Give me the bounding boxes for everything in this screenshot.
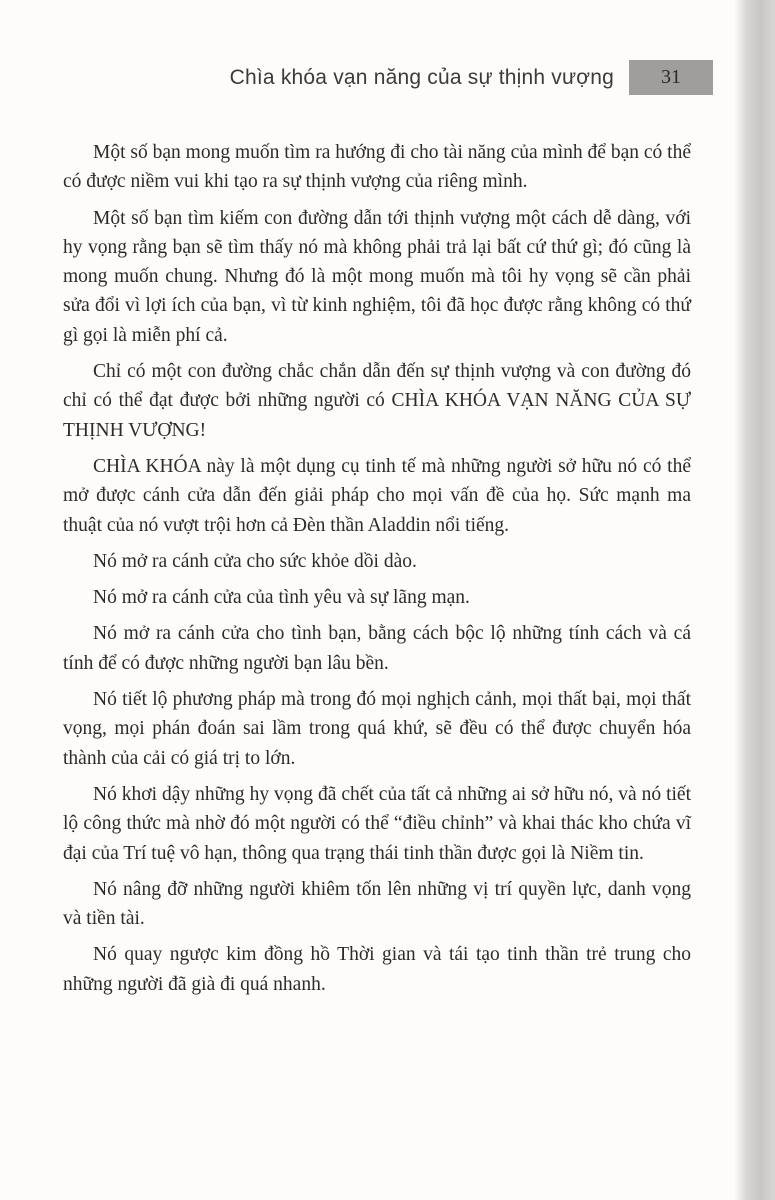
paragraph: Nó khơi dậy những hy vọng đã chết của tất cả những ai sở hữu nó, và nó tiết lộ công thức mà nhờ đó một người có thể “điều chỉnh” và khai thác kho chứa vĩ đại của Trí tuệ vô hạn, thông qua trạng thái tinh thần được gọi là Niềm tin. (63, 783, 691, 864)
paragraph: Nó mở ra cánh cửa cho tình bạn, bằng cách bộc lộ những tính cách và cá tính để có được những người bạn lâu bền. (63, 623, 691, 674)
page-number: 31 (629, 60, 713, 95)
paragraph: Nó mở ra cánh cửa cho sức khỏe dồi dào. (93, 550, 417, 572)
paragraph: Một số bạn mong muốn tìm ra hướng đi cho tài năng của mình để bạn có thể có được niềm vui khi tạo ra sự thịnh vượng của riêng mình. (63, 142, 691, 193)
page-edge-shadow (735, 0, 775, 1200)
paragraph: CHÌA KHÓA này là một dụng cụ tinh tế mà những người sở hữu nó có thể mở được cánh cửa dẫn đến giải pháp cho mọi vấn đề của họ. Sức mạnh ma thuật của nó vượt trội hơn cả Đèn thần Aladdin nổi tiếng. (63, 455, 691, 536)
paragraph: Một số bạn tìm kiếm con đường dẫn tới thịnh vượng một cách dễ dàng, với hy vọng rằng bạn sẽ tìm thấy nó mà không phải trả lại bất cứ thứ gì; đó cũng là mong muốn chung. Nhưng đó là một mong muốn mà tôi hy vọng sẽ cần phải sửa đổi vì lợi ích của bạn, vì từ kinh nghiệm, tôi đã học được rằng không có thứ gì gọi là miễn phí cả. (63, 207, 691, 346)
paragraph: Nó nâng đỡ những người khiêm tốn lên những vị trí quyền lực, danh vọng và tiền tài. (63, 878, 691, 930)
paragraph: Chỉ có một con đường chắc chắn dẫn đến sự thịnh vượng và con đường đó chỉ có thể đạt được bởi những người có CHÌA KHÓA VẠN NĂNG CỦA SỰ THỊNH VƯỢNG! (63, 361, 691, 441)
page-body (63, 138, 691, 1006)
paragraph: Nó quay ngược kim đồng hồ Thời gian và tái tạo tinh thần trẻ trung cho những người đã già đi quá nhanh. (63, 944, 691, 995)
paragraph: Nó mở ra cánh cửa của tình yêu và sự lãng mạn. (93, 587, 470, 609)
chapter-title: Chìa khóa vạn năng của sự thịnh vượng (229, 65, 614, 89)
running-header (0, 60, 713, 95)
paragraph: Nó tiết lộ phương pháp mà trong đó mọi nghịch cảnh, mọi thất bại, mọi thất vọng, mọi phán đoán sai lầm trong quá khứ, sẽ đều có thể được chuyển hóa thành của cải có giá trị to lớn. (63, 689, 691, 769)
